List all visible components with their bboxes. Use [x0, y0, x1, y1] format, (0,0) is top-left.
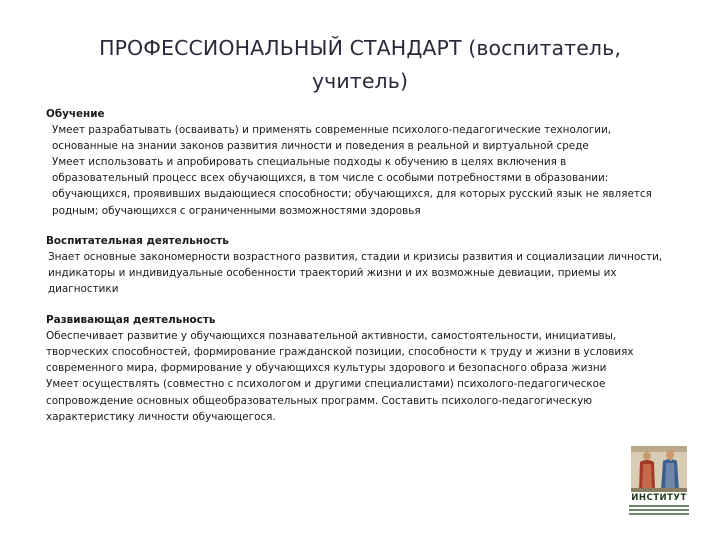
section-heading-teaching: Обучение — [46, 108, 105, 120]
section-heading-upbringing: Воспитательная деятельность — [46, 235, 229, 248]
institute-logo-text: ИНСТИТУТ — [631, 493, 687, 503]
page-title — [20, 32, 700, 98]
institute-logo-icon — [625, 446, 693, 492]
section-upbringing — [46, 233, 666, 297]
institute-logo-tagline — [629, 505, 689, 517]
paragraph-developing-support: Умеет осуществлять (совместно с психологом и другими специалистами) психолого-педагогическое сопровождение основных общеобразовательных программ. Составить психолого-педагогическую характеристику личности обучающегося. — [46, 378, 606, 423]
standard-body — [46, 106, 666, 439]
paragraph-upbringing-regularities: Знает основные закономерности возрастного развития, стадии и кризисы развития и социализации личности, индикаторы и индивидуальные особенности траекторий жизни и их возможные девиации, приемы их диагностики — [48, 251, 663, 296]
section-developing — [46, 312, 666, 425]
paragraph-developing-activity: Обеспечивает развитие у обучающихся познавательной активности, самостоятельности, инициативы, творческих способностей, формирование гражданской позиции, способности к труду и жизни в условиях современного мира, формирование у обучающихся культуры здорового и безопасного образа жизни — [46, 330, 634, 375]
section-teaching — [46, 106, 666, 219]
institute-logo — [625, 446, 693, 522]
page-title-line-1: ПРОФЕССИОНАЛЬНЫЙ СТАНДАРТ (воспитатель, — [99, 36, 621, 60]
paragraph-teaching-inclusion: Умеет использовать и апробировать специальные подходы к обучению в целях включения в образовательный процесс всех обучающихся, в том числе с особыми потребностями в образовании: обучающихся, проявивших выдающиеся способности; обучающихся, для которых русский язык не является родным; обучающихся с ограниченными возможностями здоровья — [52, 156, 652, 217]
section-heading-developing: Развивающая деятельность — [46, 314, 216, 327]
paragraph-teaching-technologies: Умеет разрабатывать (осваивать) и применять современные психолого-педагогические технологии, основанные на знании законов развития личности и поведения в реальной и виртуальной среде — [52, 124, 612, 153]
page-title-line-2: учитель) — [311, 69, 409, 93]
